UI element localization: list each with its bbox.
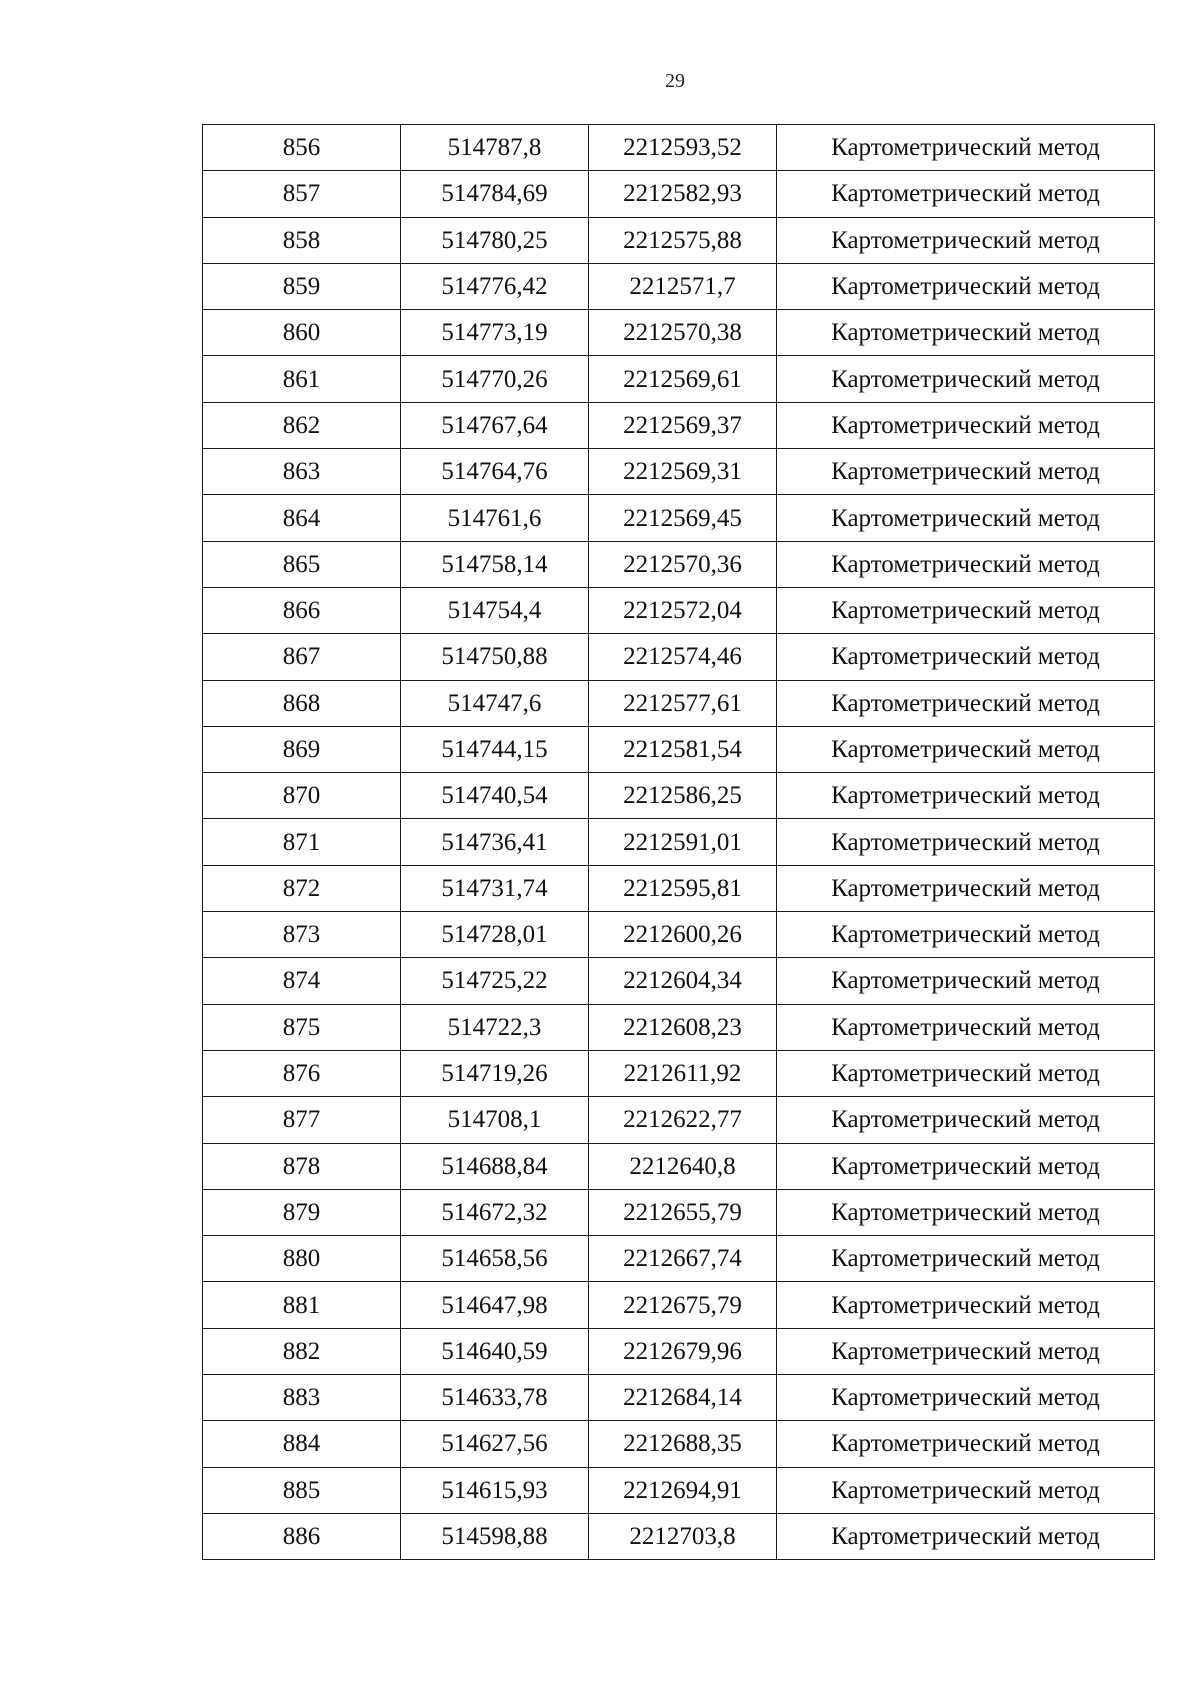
x-coordinate-cell: 514728,01 <box>401 912 589 958</box>
point-number-cell: 872 <box>203 865 401 911</box>
x-coordinate-cell: 514598,88 <box>401 1513 589 1559</box>
table-row <box>203 1282 1155 1328</box>
y-coordinate-cell: 2212703,8 <box>589 1513 777 1559</box>
y-coordinate-cell: 2212586,25 <box>589 773 777 819</box>
method-cell: Картометрический метод <box>777 356 1155 402</box>
point-number-cell: 876 <box>203 1050 401 1096</box>
table-row <box>203 495 1155 541</box>
y-coordinate-cell: 2212574,46 <box>589 634 777 680</box>
table-row <box>203 773 1155 819</box>
table-row <box>203 1513 1155 1559</box>
y-coordinate-cell: 2212688,35 <box>589 1421 777 1467</box>
point-number-cell: 856 <box>203 125 401 171</box>
point-number-cell: 880 <box>203 1236 401 1282</box>
point-number-cell: 879 <box>203 1189 401 1235</box>
x-coordinate-cell: 514776,42 <box>401 263 589 309</box>
point-number-cell: 866 <box>203 587 401 633</box>
method-cell: Картометрический метод <box>777 310 1155 356</box>
method-cell: Картометрический метод <box>777 402 1155 448</box>
method-cell: Картометрический метод <box>777 912 1155 958</box>
point-number-cell: 862 <box>203 402 401 448</box>
x-coordinate-cell: 514740,54 <box>401 773 589 819</box>
x-coordinate-cell: 514758,14 <box>401 541 589 587</box>
coordinates-table-body <box>203 125 1155 1560</box>
method-cell: Картометрический метод <box>777 1328 1155 1374</box>
point-number-cell: 878 <box>203 1143 401 1189</box>
y-coordinate-cell: 2212577,61 <box>589 680 777 726</box>
point-number-cell: 857 <box>203 171 401 217</box>
x-coordinate-cell: 514658,56 <box>401 1236 589 1282</box>
y-coordinate-cell: 2212593,52 <box>589 125 777 171</box>
y-coordinate-cell: 2212572,04 <box>589 587 777 633</box>
x-coordinate-cell: 514688,84 <box>401 1143 589 1189</box>
x-coordinate-cell: 514773,19 <box>401 310 589 356</box>
table-row <box>203 449 1155 495</box>
x-coordinate-cell: 514770,26 <box>401 356 589 402</box>
table-row <box>203 865 1155 911</box>
table-row <box>203 171 1155 217</box>
point-number-cell: 874 <box>203 958 401 1004</box>
table-row <box>203 634 1155 680</box>
x-coordinate-cell: 514744,15 <box>401 726 589 772</box>
y-coordinate-cell: 2212608,23 <box>589 1004 777 1050</box>
x-coordinate-cell: 514780,25 <box>401 217 589 263</box>
table-row <box>203 680 1155 726</box>
method-cell: Картометрический метод <box>777 171 1155 217</box>
x-coordinate-cell: 514731,74 <box>401 865 589 911</box>
y-coordinate-cell: 2212655,79 <box>589 1189 777 1235</box>
point-number-cell: 867 <box>203 634 401 680</box>
table-row <box>203 1004 1155 1050</box>
method-cell: Картометрический метод <box>777 125 1155 171</box>
point-number-cell: 884 <box>203 1421 401 1467</box>
table-row <box>203 263 1155 309</box>
y-coordinate-cell: 2212694,91 <box>589 1467 777 1513</box>
x-coordinate-cell: 514722,3 <box>401 1004 589 1050</box>
table-row <box>203 912 1155 958</box>
method-cell: Картометрический метод <box>777 773 1155 819</box>
table-row <box>203 1328 1155 1374</box>
method-cell: Картометрический метод <box>777 819 1155 865</box>
x-coordinate-cell: 514719,26 <box>401 1050 589 1096</box>
method-cell: Картометрический метод <box>777 1050 1155 1096</box>
table-row <box>203 587 1155 633</box>
y-coordinate-cell: 2212640,8 <box>589 1143 777 1189</box>
table-row <box>203 1143 1155 1189</box>
point-number-cell: 886 <box>203 1513 401 1559</box>
y-coordinate-cell: 2212570,36 <box>589 541 777 587</box>
page-number: 29 <box>665 70 685 92</box>
y-coordinate-cell: 2212675,79 <box>589 1282 777 1328</box>
x-coordinate-cell: 514725,22 <box>401 958 589 1004</box>
table-row <box>203 1421 1155 1467</box>
x-coordinate-cell: 514640,59 <box>401 1328 589 1374</box>
method-cell: Картометрический метод <box>777 1236 1155 1282</box>
table-row <box>203 125 1155 171</box>
y-coordinate-cell: 2212611,92 <box>589 1050 777 1096</box>
x-coordinate-cell: 514747,6 <box>401 680 589 726</box>
table-row <box>203 958 1155 1004</box>
method-cell: Картометрический метод <box>777 680 1155 726</box>
method-cell: Картометрический метод <box>777 1097 1155 1143</box>
x-coordinate-cell: 514750,88 <box>401 634 589 680</box>
point-number-cell: 863 <box>203 449 401 495</box>
point-number-cell: 860 <box>203 310 401 356</box>
x-coordinate-cell: 514627,56 <box>401 1421 589 1467</box>
method-cell: Картометрический метод <box>777 541 1155 587</box>
table-row <box>203 819 1155 865</box>
y-coordinate-cell: 2212569,31 <box>589 449 777 495</box>
coordinates-table <box>202 124 1155 1560</box>
y-coordinate-cell: 2212667,74 <box>589 1236 777 1282</box>
method-cell: Картометрический метод <box>777 726 1155 772</box>
x-coordinate-cell: 514787,8 <box>401 125 589 171</box>
y-coordinate-cell: 2212571,7 <box>589 263 777 309</box>
point-number-cell: 868 <box>203 680 401 726</box>
x-coordinate-cell: 514736,41 <box>401 819 589 865</box>
y-coordinate-cell: 2212582,93 <box>589 171 777 217</box>
table-row <box>203 356 1155 402</box>
x-coordinate-cell: 514784,69 <box>401 171 589 217</box>
y-coordinate-cell: 2212600,26 <box>589 912 777 958</box>
table-row <box>203 1375 1155 1421</box>
method-cell: Картометрический метод <box>777 1513 1155 1559</box>
point-number-cell: 871 <box>203 819 401 865</box>
point-number-cell: 859 <box>203 263 401 309</box>
x-coordinate-cell: 514615,93 <box>401 1467 589 1513</box>
method-cell: Картометрический метод <box>777 1467 1155 1513</box>
point-number-cell: 873 <box>203 912 401 958</box>
table-row <box>203 1097 1155 1143</box>
y-coordinate-cell: 2212679,96 <box>589 1328 777 1374</box>
method-cell: Картометрический метод <box>777 263 1155 309</box>
table-row <box>203 217 1155 263</box>
y-coordinate-cell: 2212581,54 <box>589 726 777 772</box>
point-number-cell: 870 <box>203 773 401 819</box>
point-number-cell: 883 <box>203 1375 401 1421</box>
method-cell: Картометрический метод <box>777 1375 1155 1421</box>
method-cell: Картометрический метод <box>777 1143 1155 1189</box>
method-cell: Картометрический метод <box>777 958 1155 1004</box>
x-coordinate-cell: 514708,1 <box>401 1097 589 1143</box>
table-row <box>203 402 1155 448</box>
x-coordinate-cell: 514647,98 <box>401 1282 589 1328</box>
method-cell: Картометрический метод <box>777 449 1155 495</box>
y-coordinate-cell: 2212604,34 <box>589 958 777 1004</box>
method-cell: Картометрический метод <box>777 865 1155 911</box>
table-row <box>203 310 1155 356</box>
y-coordinate-cell: 2212569,61 <box>589 356 777 402</box>
method-cell: Картометрический метод <box>777 1004 1155 1050</box>
x-coordinate-cell: 514764,76 <box>401 449 589 495</box>
y-coordinate-cell: 2212684,14 <box>589 1375 777 1421</box>
x-coordinate-cell: 514633,78 <box>401 1375 589 1421</box>
point-number-cell: 885 <box>203 1467 401 1513</box>
point-number-cell: 882 <box>203 1328 401 1374</box>
y-coordinate-cell: 2212591,01 <box>589 819 777 865</box>
x-coordinate-cell: 514761,6 <box>401 495 589 541</box>
point-number-cell: 861 <box>203 356 401 402</box>
y-coordinate-cell: 2212569,37 <box>589 402 777 448</box>
y-coordinate-cell: 2212622,77 <box>589 1097 777 1143</box>
point-number-cell: 875 <box>203 1004 401 1050</box>
method-cell: Картометрический метод <box>777 217 1155 263</box>
table-row <box>203 726 1155 772</box>
table-row <box>203 1236 1155 1282</box>
point-number-cell: 865 <box>203 541 401 587</box>
method-cell: Картометрический метод <box>777 1189 1155 1235</box>
table-row <box>203 1050 1155 1096</box>
method-cell: Картометрический метод <box>777 495 1155 541</box>
point-number-cell: 858 <box>203 217 401 263</box>
method-cell: Картометрический метод <box>777 634 1155 680</box>
x-coordinate-cell: 514672,32 <box>401 1189 589 1235</box>
y-coordinate-cell: 2212570,38 <box>589 310 777 356</box>
method-cell: Картометрический метод <box>777 587 1155 633</box>
method-cell: Картометрический метод <box>777 1421 1155 1467</box>
y-coordinate-cell: 2212575,88 <box>589 217 777 263</box>
point-number-cell: 864 <box>203 495 401 541</box>
point-number-cell: 877 <box>203 1097 401 1143</box>
y-coordinate-cell: 2212595,81 <box>589 865 777 911</box>
table-row <box>203 541 1155 587</box>
x-coordinate-cell: 514754,4 <box>401 587 589 633</box>
table-row <box>203 1467 1155 1513</box>
table-row <box>203 1189 1155 1235</box>
method-cell: Картометрический метод <box>777 1282 1155 1328</box>
x-coordinate-cell: 514767,64 <box>401 402 589 448</box>
point-number-cell: 881 <box>203 1282 401 1328</box>
point-number-cell: 869 <box>203 726 401 772</box>
y-coordinate-cell: 2212569,45 <box>589 495 777 541</box>
